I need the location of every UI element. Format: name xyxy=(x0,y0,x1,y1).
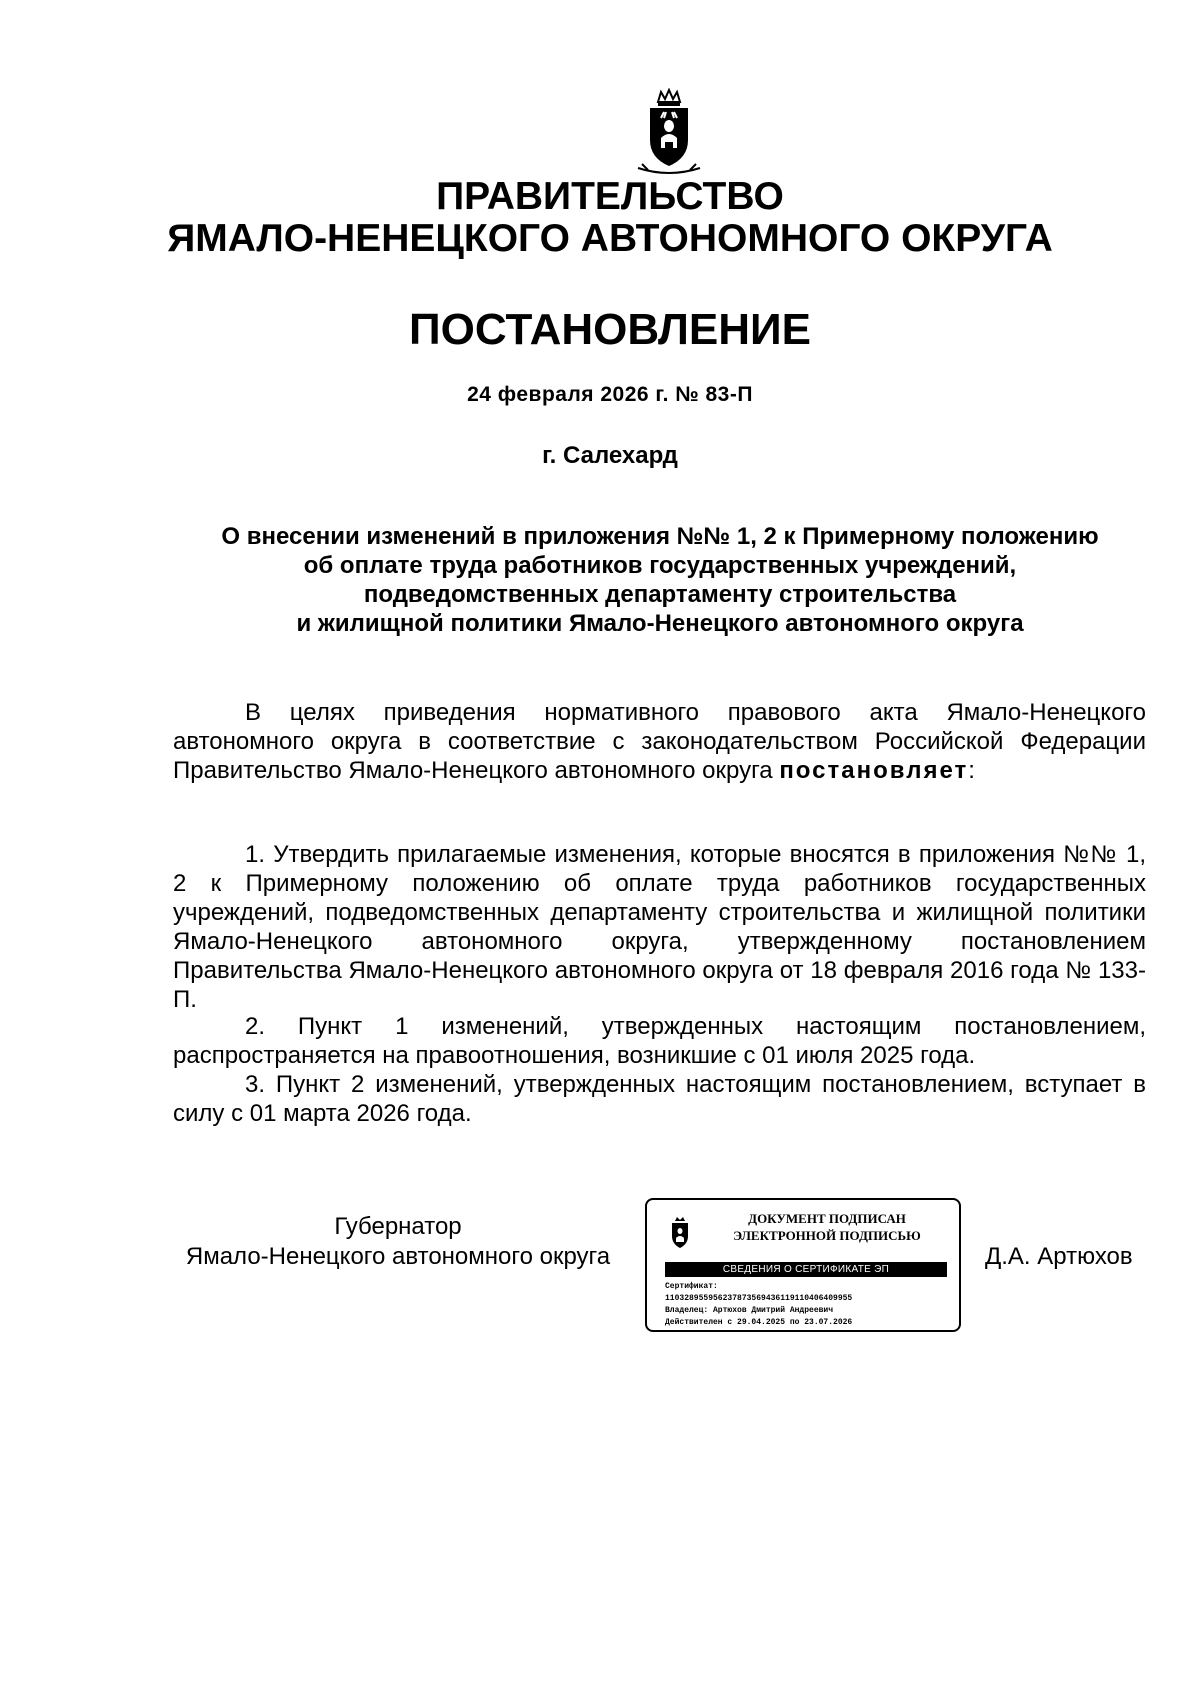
date-and-number: 24 февраля 2026 г. № 83-П xyxy=(467,383,753,406)
signatory-name: Д.А. Артюхов xyxy=(985,1243,1133,1270)
clause-2-text: 2. Пункт 1 изменений, утвержденных настоящим постановлением, распространяется на правоотношения, возникшие с 01 июля 2025 года. xyxy=(173,1013,1146,1069)
title-line: подведомственных департаменту строительства xyxy=(363,581,957,608)
document-type: ПОСТАНОВЛЕНИЕ xyxy=(408,305,812,354)
electronic-signature-stamp xyxy=(645,1198,961,1332)
stamp-cert-number: 110328955956237873569436119110406409955 xyxy=(665,1294,853,1303)
signatory-position xyxy=(173,1212,623,1272)
stamp-validity: Действителен с 29.04.2025 по 23.07.2026 xyxy=(665,1318,853,1327)
stamp-owner: Владелец: Артюхов Дмитрий Андреевич xyxy=(665,1306,834,1315)
clause-2 xyxy=(173,1012,1146,1070)
clause-1-text: 1. Утвердить прилагаемые изменения, которые вносятся в приложения №№ 1, 2 к Примерному положению об оплате труда работников государственных учреждений, подведомственных департаменту строительства и жилищной политики Ямало-Ненецкого автономного округа, утвержденному постановлением Правительства Ямало-Ненецкого автономного округа от 18 февраля 2016 года № 133-П. xyxy=(173,841,1146,1013)
intro-text: В целях приведения нормативного правового акта Ямало-Ненецкого автономного округа в соответствие с законодательством Российской Федерации Правительство Ямало-Ненецкого автономного округа xyxy=(173,699,1146,784)
title-line: О внесении изменений в приложения №№ 1, 2 к Примерному положению xyxy=(221,523,1099,550)
clause-3-text: 3. Пункт 2 изменений, утвержденных настоящим постановлением, вступает в силу с 01 марта 2026 года. xyxy=(173,1071,1146,1127)
coat-of-arms-icon xyxy=(628,88,710,176)
document-title xyxy=(160,522,1160,638)
government-name-line1: ПРАВИТЕЛЬСТВО xyxy=(436,175,784,218)
government-name-line2: ЯМАЛО-НЕНЕЦКОГО АВТОНОМНОГО ОКРУГА xyxy=(167,217,1053,260)
stamp-heading xyxy=(707,1210,947,1244)
intro-decree-word: постановляет xyxy=(779,757,969,784)
signatory-position-line2: Ямало-Ненецкого автономного округа xyxy=(185,1243,611,1270)
stamp-certificate-bar: СВЕДЕНИЯ О СЕРТИФИКАТЕ ЭП xyxy=(665,1262,947,1277)
coat-of-arms-icon xyxy=(665,1216,695,1250)
stamp-heading-line1: ДОКУМЕНТ ПОДПИСАН xyxy=(748,1211,906,1226)
title-line: об оплате труда работников государственных учреждений, xyxy=(303,552,1017,579)
city: г. Салехард xyxy=(542,442,678,469)
intro-paragraph xyxy=(173,698,1146,785)
intro-colon: : xyxy=(968,757,975,784)
stamp-cert-label: Сертификат: xyxy=(665,1282,718,1291)
signatory-position-line1: Губернатор xyxy=(334,1213,462,1240)
title-line: и жилищной политики Ямало-Ненецкого автономного округа xyxy=(296,610,1024,637)
stamp-certificate-info xyxy=(665,1281,955,1329)
clause-1 xyxy=(173,840,1146,1014)
stamp-heading-line2: ЭЛЕКТРОННОЙ ПОДПИСЬЮ xyxy=(733,1228,921,1243)
clause-3 xyxy=(173,1070,1146,1128)
